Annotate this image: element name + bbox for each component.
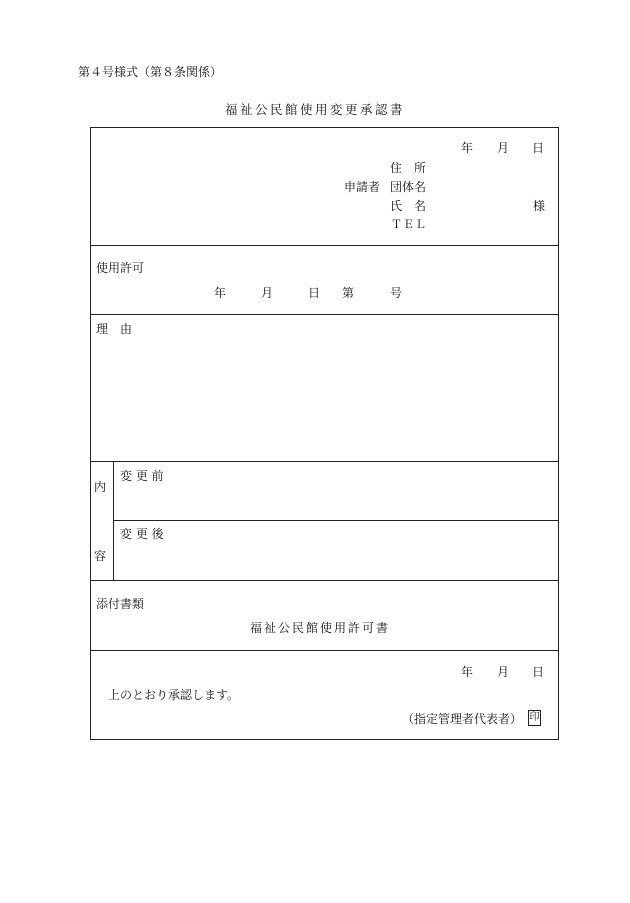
applicant-role-label: 申請者 xyxy=(344,180,381,194)
applicant-date-year: 年 xyxy=(461,141,474,155)
attachments-label: 添付書類 xyxy=(96,597,145,611)
address-label: 住 所 xyxy=(390,161,427,175)
permit-year: 年 xyxy=(214,286,227,300)
before-change-label: 変 更 前 xyxy=(120,469,164,483)
permit-day: 日 xyxy=(308,286,321,300)
divider-permit xyxy=(90,314,559,315)
contents-label-bottom: 容 xyxy=(94,549,107,563)
approval-date-month: 月 xyxy=(497,665,510,679)
approval-statement: 上のとおり承認します。 xyxy=(108,688,240,702)
approval-date-year: 年 xyxy=(461,665,474,679)
page-title: 福祉公民館使用変更承認書 xyxy=(224,102,405,117)
applicant-date-day: 日 xyxy=(532,141,545,155)
seal-mark: 印 xyxy=(528,710,541,726)
after-change-label: 変 更 後 xyxy=(120,527,164,541)
name-suffix: 様 xyxy=(533,199,546,213)
applicant-date-month: 月 xyxy=(497,141,510,155)
permit-month: 月 xyxy=(261,286,274,300)
group-name-label: 団体名 xyxy=(390,180,427,194)
divider-reason xyxy=(90,461,559,462)
contents-column-divider xyxy=(113,461,114,580)
form-number: 第４号様式（第８条関係） xyxy=(78,65,223,79)
permit-section-label: 使用許可 xyxy=(96,261,145,275)
signer-label: （指定管理者代表者） xyxy=(402,712,523,726)
form-frame xyxy=(90,127,559,740)
permit-number-prefix: 第 xyxy=(342,286,355,300)
divider-applicant xyxy=(90,245,559,246)
reason-label: 理 由 xyxy=(96,322,133,336)
tel-label: ＴＥＬ xyxy=(391,218,427,231)
contents-label-top: 内 xyxy=(94,480,107,494)
permit-number-suffix: 号 xyxy=(390,286,403,300)
divider-before-after xyxy=(113,520,559,521)
name-label: 氏 名 xyxy=(390,199,427,213)
attached-document: 福祉公民館使用許可書 xyxy=(250,621,391,635)
approval-date-day: 日 xyxy=(532,665,545,679)
divider-attachments xyxy=(90,650,559,651)
divider-contents xyxy=(90,580,559,581)
